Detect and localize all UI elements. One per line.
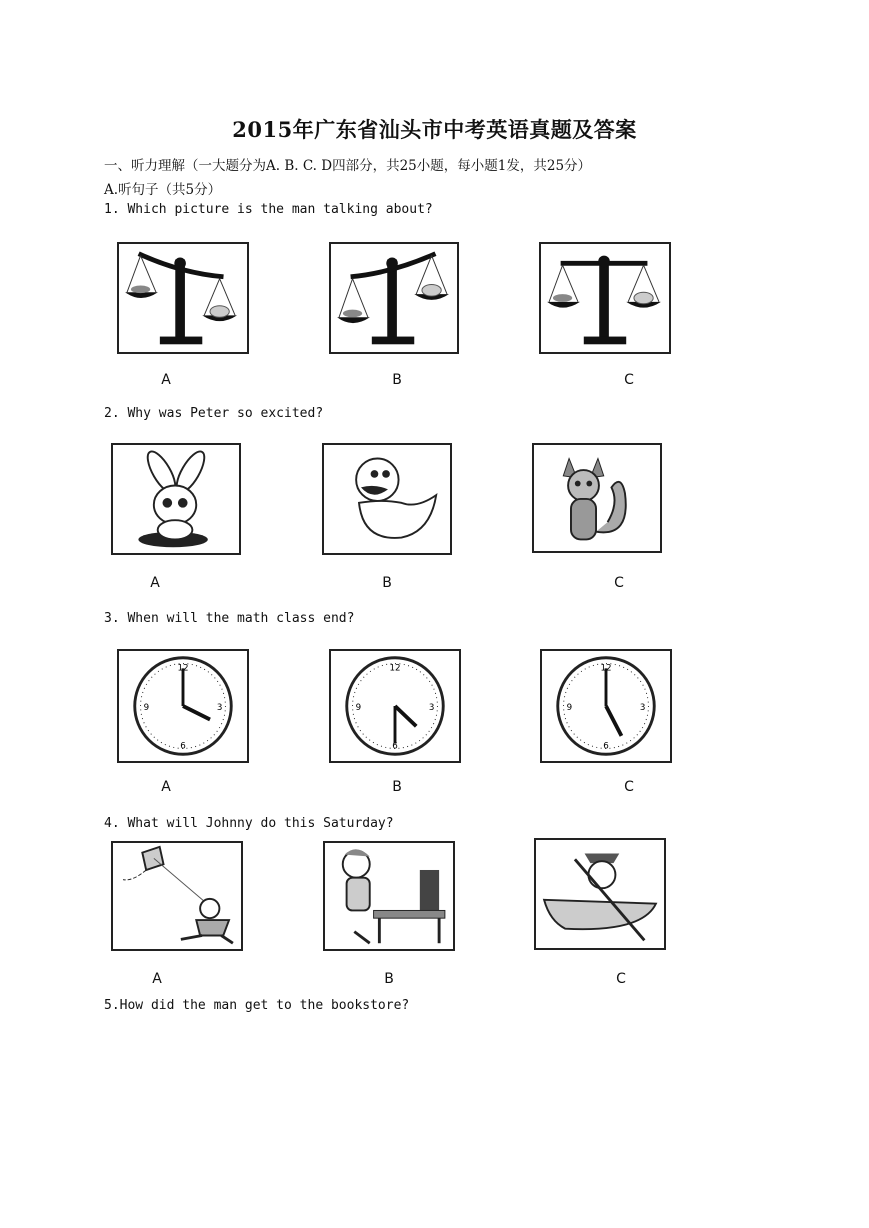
svg-text:3: 3	[428, 702, 435, 713]
question-3: 3. When will the math class end?	[104, 611, 355, 626]
svg-text:9: 9	[355, 702, 362, 713]
section-heading: 一、听力理解（一大题分为A. B. C. D四部分，共25小题，每小题1发，共25分）	[104, 158, 592, 174]
option-label-c: C	[624, 372, 634, 388]
svg-text:6: 6	[180, 741, 186, 752]
clock-picture-c	[540, 649, 672, 763]
option-label-c: C	[616, 971, 626, 987]
option-label-a: A	[161, 372, 171, 388]
question-5: 5.How did the man get to the bookstore?	[104, 998, 410, 1013]
option-label-b: B	[392, 779, 402, 795]
page-title: 2015年广东省汕头市中考英语真题及答案	[232, 117, 637, 142]
duck-picture-b	[322, 443, 452, 555]
svg-text:12: 12	[177, 663, 189, 674]
boat-picture-c	[534, 838, 666, 950]
option-label-b: B	[392, 372, 402, 388]
question-2: 2. Why was Peter so excited?	[104, 406, 324, 421]
option-label-b: B	[382, 575, 392, 591]
svg-text:3: 3	[639, 702, 646, 713]
svg-text:6: 6	[603, 741, 609, 752]
kite-picture-a	[111, 841, 243, 951]
cat-picture-c	[532, 443, 662, 553]
svg-text:6: 6	[392, 741, 398, 752]
scale-picture-a	[117, 242, 249, 354]
option-label-a: A	[150, 575, 160, 591]
svg-text:12: 12	[600, 663, 612, 674]
question-4: 4. What will Johnny do this Saturday?	[104, 816, 394, 831]
option-label-a: A	[161, 779, 171, 795]
option-label-c: C	[624, 779, 634, 795]
question-1: 1. Which picture is the man talking about?	[104, 202, 433, 217]
option-label-c: C	[614, 575, 624, 591]
clock-picture-b	[329, 649, 461, 763]
clock-picture-a	[117, 649, 249, 763]
svg-text:9: 9	[143, 702, 150, 713]
scale-picture-b	[329, 242, 459, 354]
option-label-a: A	[152, 971, 162, 987]
rabbit-picture-a	[111, 443, 241, 555]
computer-picture-b	[323, 841, 455, 951]
svg-text:3: 3	[216, 702, 223, 713]
svg-text:9: 9	[566, 702, 573, 713]
scale-picture-c	[539, 242, 671, 354]
svg-text:12: 12	[389, 663, 401, 674]
part-a-heading: A.听句子（共5分）	[104, 182, 222, 198]
option-label-b: B	[384, 971, 394, 987]
